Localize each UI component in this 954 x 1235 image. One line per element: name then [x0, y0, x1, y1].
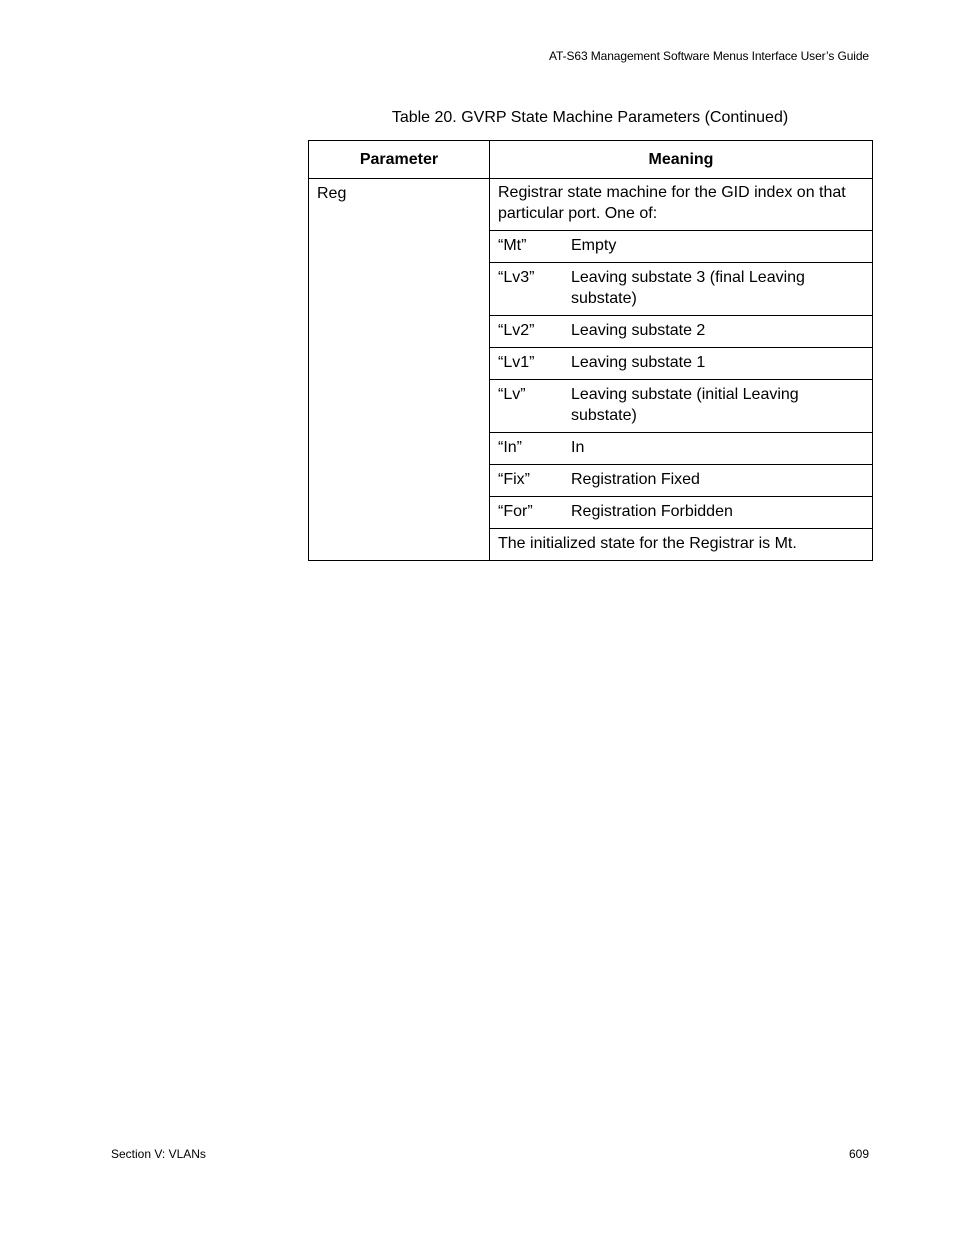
state-entry	[498, 267, 864, 309]
state-description: Leaving substate 1	[571, 354, 706, 371]
state-entry	[498, 235, 864, 256]
state-code: “In”	[498, 439, 522, 456]
meaning-intro-cell: Registrar state machine for the GID index on that particular port. One of:	[490, 179, 873, 231]
column-header-meaning: Meaning	[490, 141, 873, 179]
registrar-note-cell: The initialized state for the Registrar is Mt.	[490, 529, 873, 561]
gvrp-parameters-table	[308, 140, 873, 561]
state-code: “Lv3”	[498, 269, 535, 286]
state-entry	[498, 469, 864, 490]
state-description: Leaving substate (initial Leaving substate)	[571, 386, 799, 424]
state-entry	[498, 320, 864, 341]
state-code: “Lv”	[498, 386, 526, 403]
state-cell	[490, 465, 873, 497]
state-entry	[498, 501, 864, 522]
parameter-name-cell: Reg	[309, 179, 490, 561]
running-header: AT-S63 Management Software Menus Interface User’s Guide	[549, 49, 869, 63]
state-cell	[490, 263, 873, 316]
state-cell	[490, 231, 873, 263]
state-cell	[490, 348, 873, 380]
state-description: Registration Fixed	[571, 471, 700, 488]
state-description: Leaving substate 3 (final Leaving substate)	[571, 269, 805, 307]
state-description: Registration Forbidden	[571, 503, 733, 520]
state-description: Empty	[571, 237, 617, 254]
state-cell	[490, 380, 873, 433]
state-cell	[490, 316, 873, 348]
table-row	[309, 179, 873, 231]
state-code: “Lv1”	[498, 354, 535, 371]
state-cell	[490, 497, 873, 529]
footer-section-label: Section V: VLANs	[111, 1147, 206, 1161]
state-code: “Mt”	[498, 237, 527, 254]
table-header-row	[309, 141, 873, 179]
state-code: “Fix”	[498, 471, 530, 488]
state-code: “For”	[498, 503, 533, 520]
column-header-parameter: Parameter	[309, 141, 490, 179]
footer-page-number: 609	[848, 1147, 869, 1161]
state-code: “Lv2”	[498, 322, 535, 339]
state-description: In	[571, 439, 585, 456]
table-caption: Table 20. GVRP State Machine Parameters (Continued)	[391, 109, 789, 126]
state-description: Leaving substate 2	[571, 322, 706, 339]
state-entry	[498, 384, 864, 426]
state-entry	[498, 352, 864, 373]
state-cell	[490, 433, 873, 465]
state-entry	[498, 437, 864, 458]
